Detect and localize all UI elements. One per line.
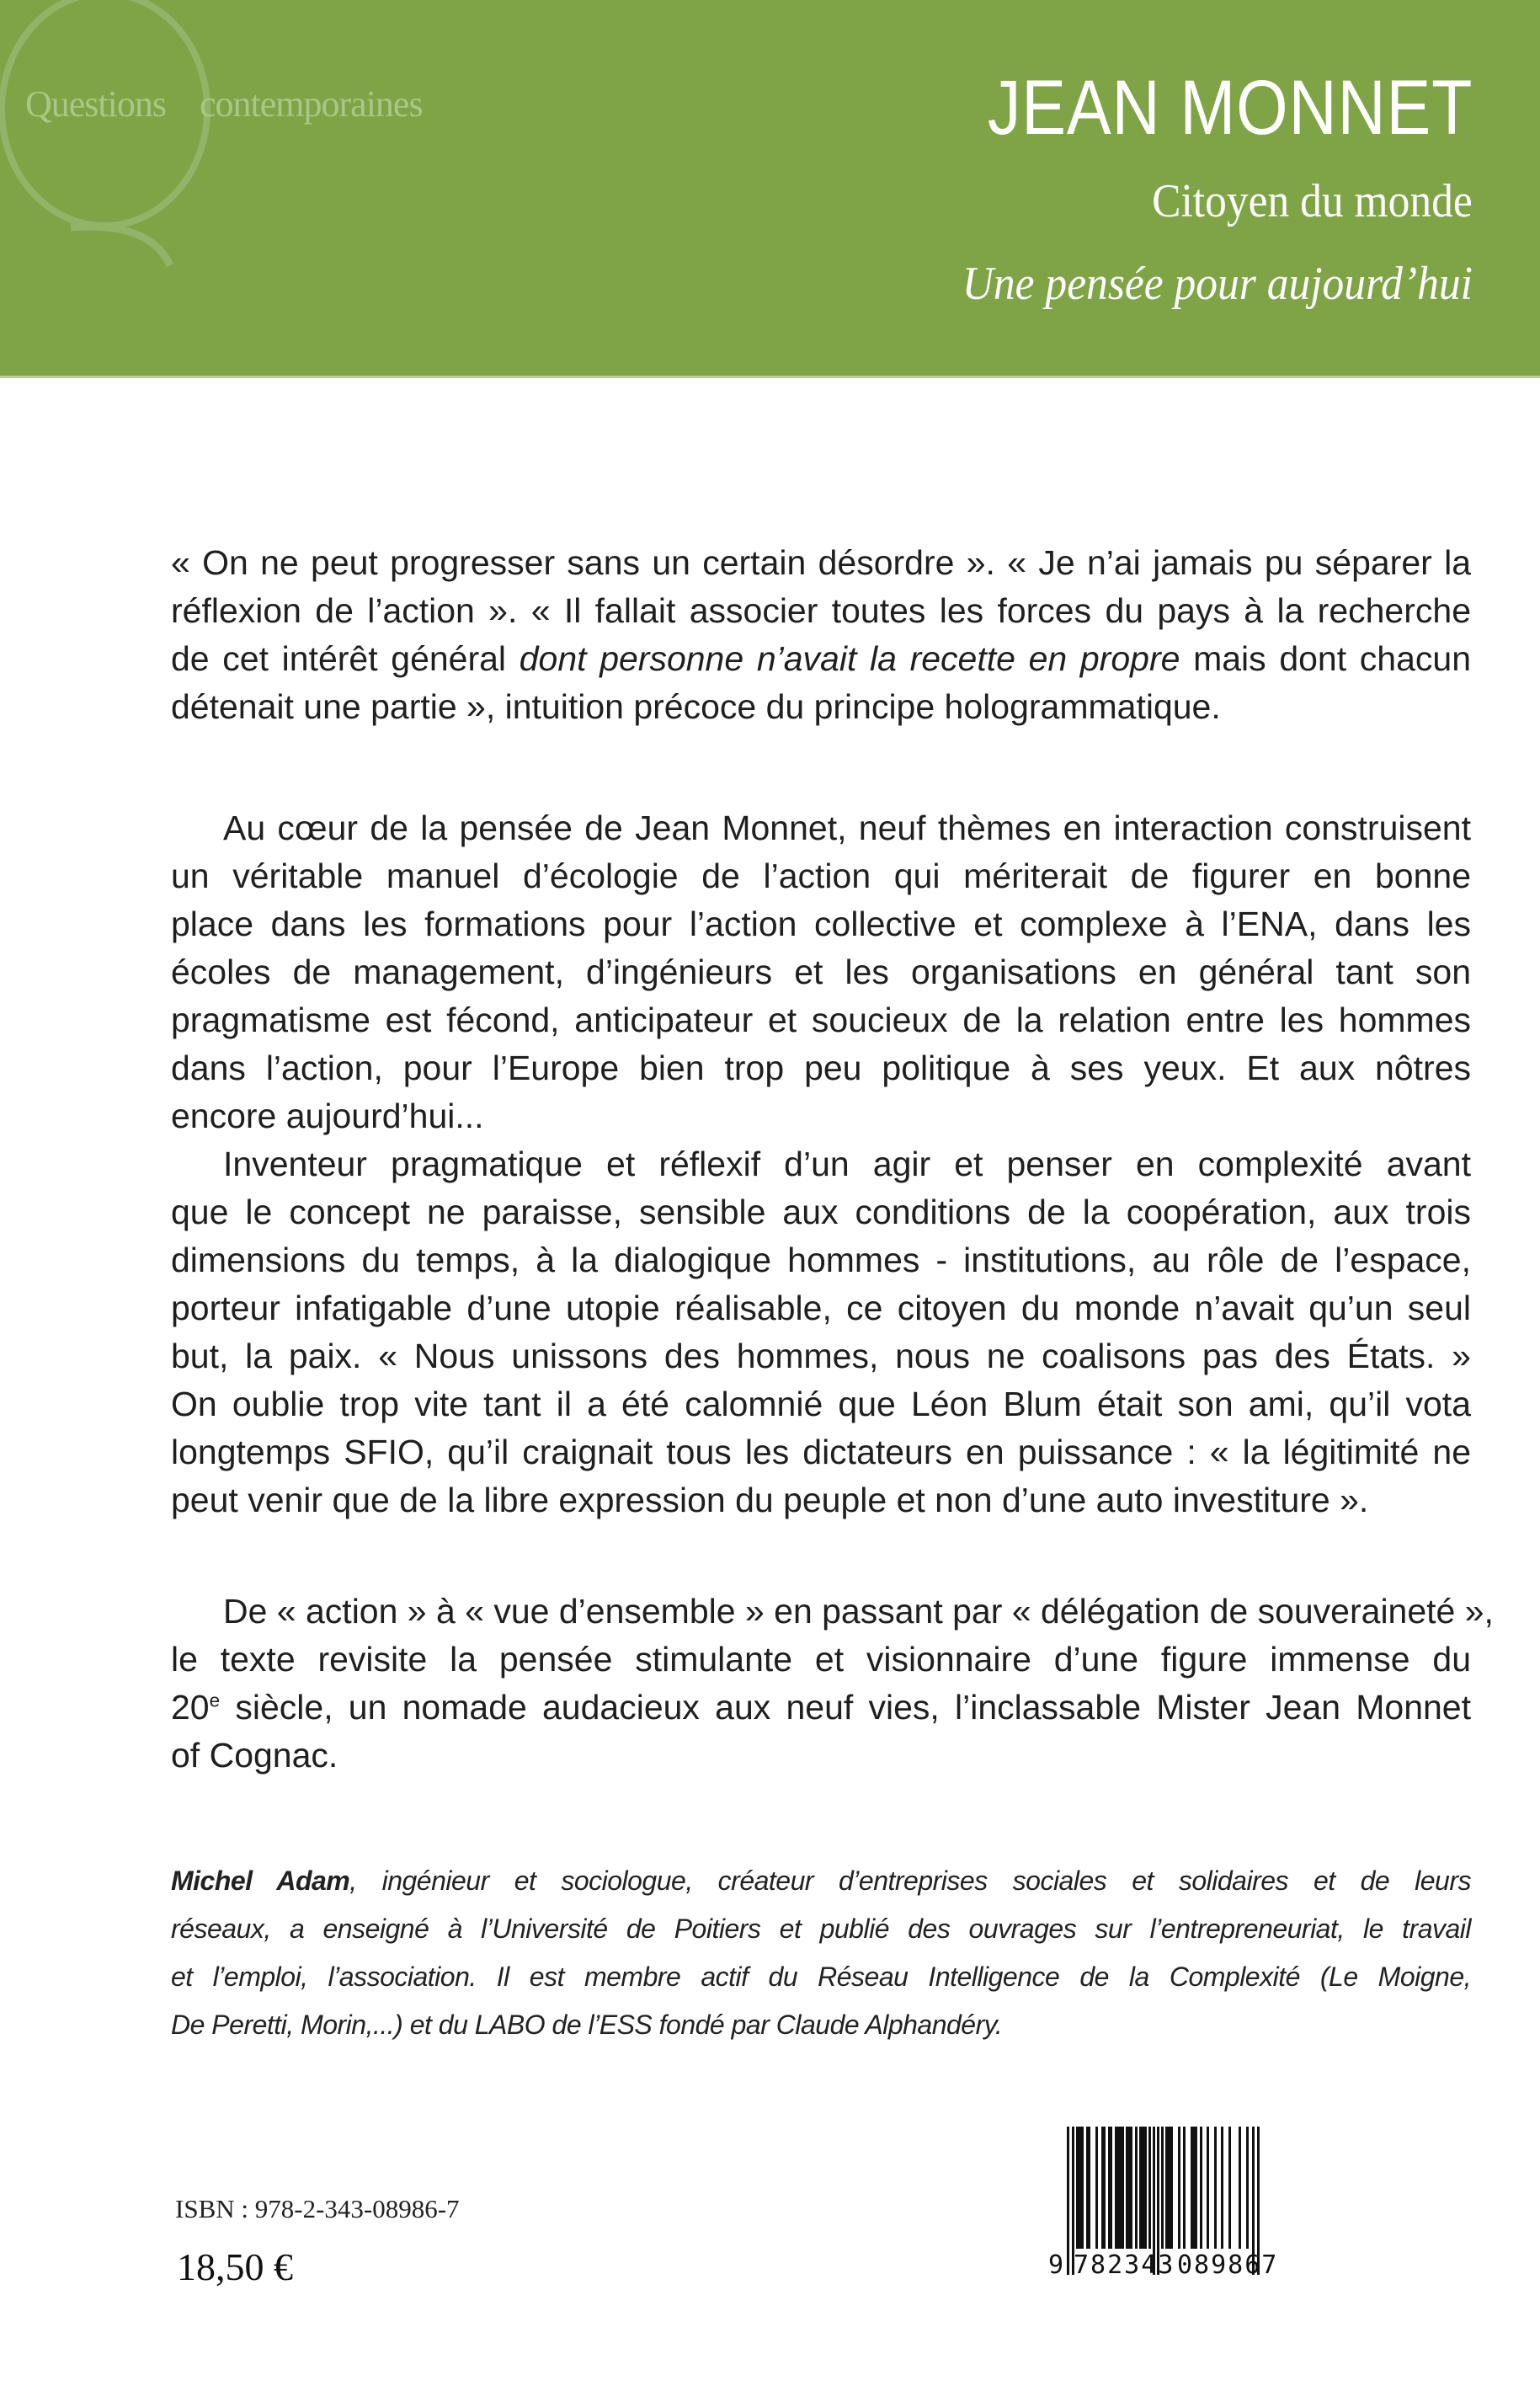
blurb-paragraph-4 (171, 1588, 1494, 1780)
author-name: Michel Adam (171, 1866, 350, 1896)
blurb-paragraph-2 (171, 804, 1471, 1524)
text-line: « On ne peut progresser sans un certain désordre ». « Je n’ai jamais pu séparer la (171, 543, 1471, 582)
barcode-left-digits: 782343 (1074, 2250, 1175, 2280)
series-name (25, 83, 423, 125)
text-line: dimensions du temps, à la dialogique hommes - institutions, au rôle de l’espace, (171, 1241, 1471, 1279)
italic-quote: dont personne n’avait la recette en propre (519, 639, 1180, 678)
text-line: écoles de management, d’ingénieurs et les organisations en général tant son (171, 953, 1471, 991)
text-line (171, 1684, 1471, 1732)
series-q-logo-icon (0, 0, 224, 286)
text-line: De Peretti, Morin,...) et du LABO de l’ESS fondé par Claude Alphandéry. (171, 2010, 1003, 2040)
text-line: encore aujourd’hui... (171, 1097, 484, 1135)
text-line: peut venir que de la libre expression du peuple et non d’une auto investiture ». (171, 1481, 1369, 1519)
book-subtitle: Citoyen du monde (1152, 175, 1473, 227)
blurb-paragraph-3 (171, 1140, 1471, 1524)
text-line: De « action » à « vue d’ensemble » en passant par « délégation de souveraineté », (223, 1592, 1494, 1631)
text-line: but, la paix. « Nous unissons des hommes, nous ne coalisons pas des États. » (171, 1337, 1471, 1375)
text-line: pragmatisme est fécond, anticipateur et soucieux de la relation entre les hommes (171, 1001, 1471, 1039)
series-word-questions: Questions (25, 83, 166, 125)
text-line: que le concept ne paraisse, sensible aux conditions de la coopération, aux trois (171, 1193, 1471, 1231)
series-word-contemporaines: contemporaines (200, 83, 423, 125)
text-line (171, 1857, 1471, 1905)
text-line (171, 635, 1471, 683)
text-line: détenait une partie », intuition précoce du principe hologrammatique. (171, 687, 1221, 726)
text-line: of Cognac. (171, 1736, 338, 1775)
text-span: mais dont chacun (1180, 639, 1471, 678)
text-line: place dans les formations pour l’action collective et complexe à l’ENA, dans les (171, 905, 1471, 943)
text-line: Au cœur de la pensée de Jean Monnet, neuf thèmes en interaction construisent (223, 809, 1471, 847)
blurb-paragraph-1 (171, 539, 1471, 731)
price-label: 18,50 € (177, 2245, 293, 2288)
cover-header-band (0, 0, 1540, 378)
text-line: porteur infatigable d’une utopie réalisable, ce citoyen du monde n’avait qu’un seul (171, 1289, 1471, 1327)
text-line: un véritable manuel d’écologie de l’action qui mériterait de figurer en bonne (171, 857, 1471, 895)
text-span: , ingénieur et sociologue, créateur d’entreprises sociales et solidaires et de leurs (349, 1866, 1472, 1896)
text-line: le texte revisite la pensée stimulante et visionnaire d’une figure immense du (171, 1640, 1471, 1679)
book-title: JEAN MONNET (987, 65, 1473, 151)
text-line: Inventeur pragmatique et réflexif d’un agir et penser en complexité avant (223, 1145, 1471, 1183)
text-span: siècle, un nomade audacieux aux neuf vies, l’inclassable Mister Jean Monnet (220, 1688, 1471, 1727)
book-tagline: Une pensée pour aujourd’hui (962, 258, 1473, 310)
text-span: de cet intérêt général (171, 639, 520, 678)
text-line: réflexion de l’action ». « Il fallait associer toutes les forces du pays à la recherche (171, 591, 1471, 630)
isbn-label: ISBN : 978-2-343-08986-7 (175, 2194, 460, 2223)
text-line: réseaux, a enseigné à l’Université de Poitiers et publié des ouvrages sur l’entrepreneuriat, le travail (171, 1914, 1471, 1944)
barcode-first-digit: 9 (1048, 2250, 1066, 2280)
author-bio (171, 1857, 1471, 2049)
text-line: longtemps SFIO, qu’il craignait tous les dictateurs en puissance : « la légitimité ne (171, 1433, 1471, 1471)
barcode-right-digits: 089867 (1177, 2250, 1279, 2280)
century-number: 20 (171, 1688, 210, 1727)
text-line: dans l’action, pour l’Europe bien trop peu politique à ses yeux. Et aux nôtres (171, 1049, 1471, 1087)
text-line: et l’emploi, l’association. Il est membre actif du Réseau Intelligence de la Complexité (Le Moigne, (171, 1962, 1471, 1992)
text-line: On oublie trop vite tant il a été calomnié que Léon Blum était son ami, qu’il vota (171, 1385, 1471, 1423)
superscript: e (209, 1689, 221, 1711)
